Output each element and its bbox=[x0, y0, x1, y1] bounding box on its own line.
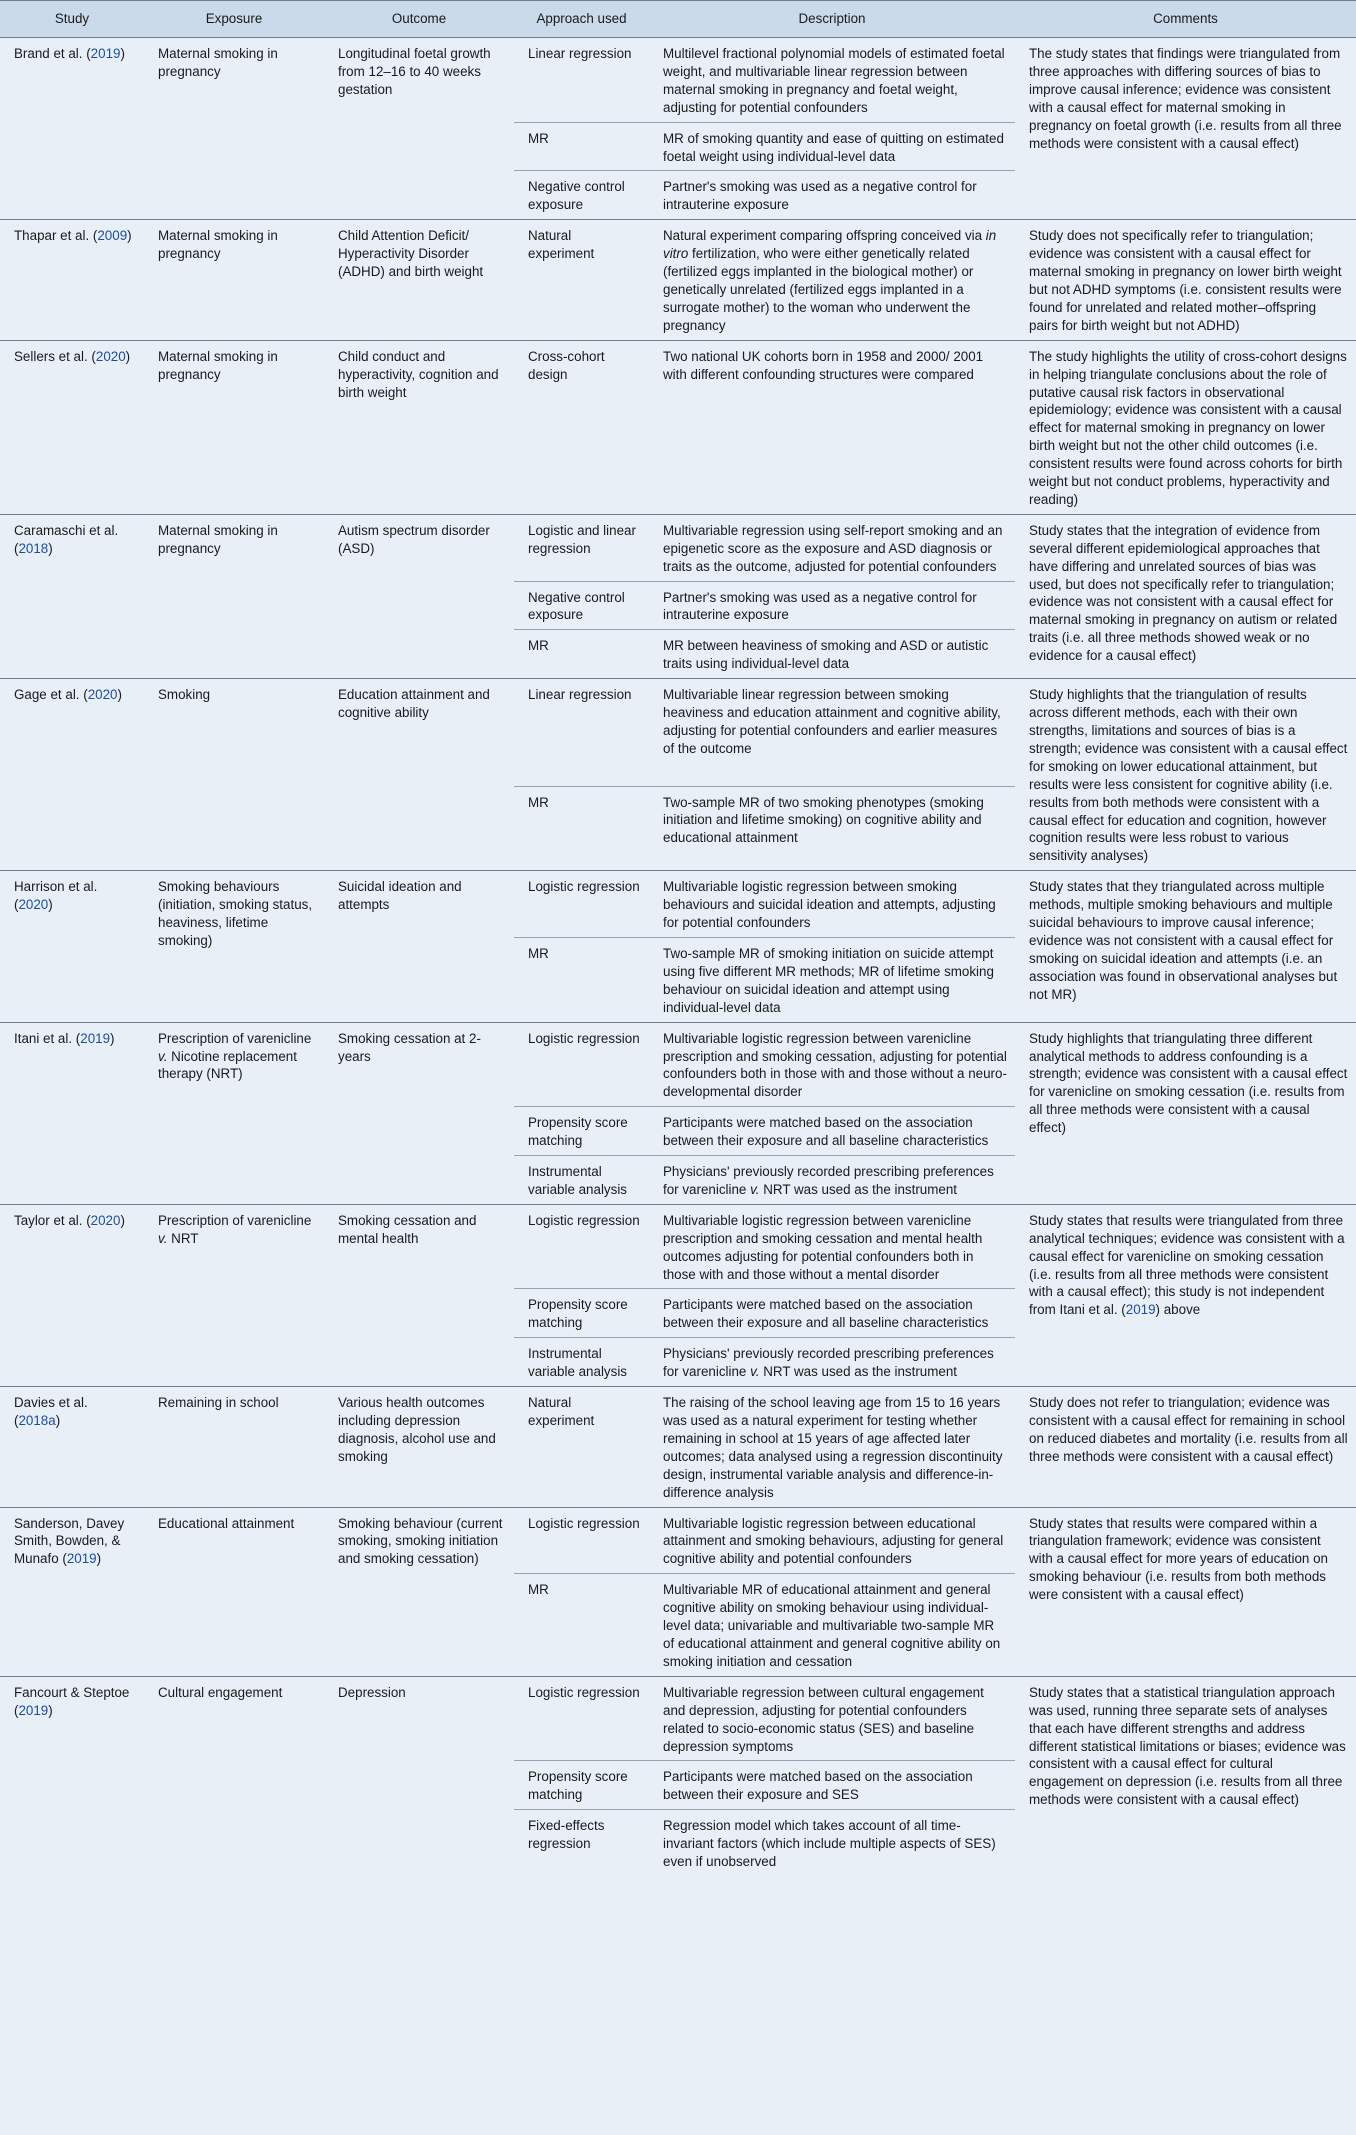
text-segment: Prescription of varenicline bbox=[158, 1212, 312, 1228]
table-row bbox=[0, 340, 1356, 514]
cell-study bbox=[0, 1022, 144, 1204]
cell-exposure: Smoking bbox=[144, 679, 324, 871]
cell-approach: Instrumental variable analysis bbox=[514, 1156, 649, 1205]
cell-approach: Propensity score matching bbox=[514, 1761, 649, 1810]
text-segment: Physicians' previously recorded prescribing preferences for varenicline bbox=[663, 1164, 994, 1197]
cell-study bbox=[0, 871, 144, 1022]
cell-approach: Logistic regression bbox=[514, 871, 649, 938]
study-authors: Itani et al. ( bbox=[14, 1030, 81, 1046]
study-authors: Gage et al. ( bbox=[14, 687, 88, 703]
cell-exposure: Educational attainment bbox=[144, 1507, 324, 1676]
cell-comments: Study does not refer to triangulation; evidence was consistent with a causal effect for remaining in school on reduced diabetes and mortality (i.e. results from all three methods were consistent with a causal effect) bbox=[1015, 1387, 1356, 1507]
cell-description: Multivariable logistic regression between smoking behaviours and suicidal ideation and attempts, adjusting for potential confounders bbox=[649, 871, 1015, 938]
cell-approach: Negative control exposure bbox=[514, 581, 649, 630]
header-comments: Comments bbox=[1015, 1, 1356, 38]
study-authors: Harrison et al. ( bbox=[14, 879, 98, 913]
table-header bbox=[0, 1, 1356, 38]
cell-approach: Logistic and linear regression bbox=[514, 514, 649, 581]
cell-approach: Propensity score matching bbox=[514, 1289, 649, 1338]
cell-comments: Study states that they triangulated across multiple methods, multiple smoking behaviours and multiple suicidal behaviours to improve causal inference; evidence was not consistent with a causal effect for smoking on suicidal ideation and attempts (i.e. an association was found in observational analyses but not MR) bbox=[1015, 871, 1356, 1022]
cell-description: Multivariable logistic regression between varenicline prescription and smoking cessation and mental health outcomes adjusting for potential confounders both in those with and those without a mental disorder bbox=[649, 1204, 1015, 1289]
study-year-link[interactable]: 2020 bbox=[18, 897, 49, 913]
cell-exposure: Cultural engagement bbox=[144, 1676, 324, 1876]
cell-description: Two-sample MR of smoking initiation on suicide attempt using five different MR methods; MR of lifetime smoking behaviour on suicidal ideation and attempt using individual-level data bbox=[649, 937, 1015, 1022]
table-row bbox=[0, 514, 1356, 581]
cell-description: Multivariable linear regression between smoking heaviness and education attainment and cognitive ability, adjusting for potential confounders and earlier measures of the outcome bbox=[649, 679, 1015, 786]
cell-description: Multivariable logistic regression between educational attainment and smoking behaviours, adjusting for general cognitive ability and potential confounders bbox=[649, 1507, 1015, 1574]
study-authors: Sellers et al. ( bbox=[14, 348, 96, 364]
cell-study bbox=[0, 38, 144, 220]
cell-description: Partner's smoking was used as a negative control for intrauterine exposure bbox=[649, 581, 1015, 630]
study-year-link[interactable]: 2020 bbox=[95, 348, 126, 364]
header-approach: Approach used bbox=[514, 1, 649, 38]
table-row bbox=[0, 1676, 1356, 1761]
cell-study bbox=[0, 1507, 144, 1676]
study-close: ) bbox=[55, 1413, 61, 1428]
cell-description: Multivariable regression using self-report smoking and an epigenetic score as the exposure and ASD diagnosis or traits as the outcome, adjusted for potential confounders bbox=[649, 514, 1015, 581]
table-row bbox=[0, 38, 1356, 123]
study-year-link[interactable]: 2020 bbox=[87, 687, 118, 703]
cell-approach: MR bbox=[514, 937, 649, 1022]
cell-comments: Study states that a statistical triangulation approach was used, running three separate sets of analyses that each have different strengths and address different statistical limitations or biases; evidence was consistent with a causal effect for cultural engagement on depression (i.e. results from all three methods were consistent with a causal effect) bbox=[1015, 1676, 1356, 1876]
cell-comments: Study does not specifically refer to triangulation; evidence was consistent with a causal effect for maternal smoking in pregnancy on lower birth weight but not ADHD symptoms (i.e. consistent results were found for unrelated and related mother–offspring pairs for birth weight but not ADHD) bbox=[1015, 220, 1356, 340]
study-year-link[interactable]: 2018a bbox=[18, 1413, 56, 1428]
cell-approach: Instrumental variable analysis bbox=[514, 1338, 649, 1387]
cell-exposure bbox=[144, 1204, 324, 1386]
study-authors: Davies et al. ( bbox=[14, 1395, 88, 1428]
text-segment: Nicotine replacement therapy (NRT) bbox=[158, 1048, 297, 1082]
table-row bbox=[0, 679, 1356, 786]
italic-text: v. bbox=[158, 1230, 168, 1246]
study-close: ) bbox=[127, 228, 132, 244]
text-segment: Prescription of varenicline bbox=[158, 1030, 312, 1046]
text-segment: fertilization, who were either genetically related (fertilized eggs implanted in the biological mother) or genetically unrelated (fertilized eggs implanted in a surrogate mother) to the woman who underwent the pregnancy bbox=[663, 246, 974, 333]
study-year-link[interactable]: 2019 bbox=[18, 1702, 49, 1718]
study-close: ) bbox=[96, 1551, 102, 1567]
cell-approach: MR bbox=[514, 786, 649, 871]
study-year-link[interactable]: 2020 bbox=[90, 1212, 121, 1228]
cell-study bbox=[0, 1387, 144, 1507]
cell-study bbox=[0, 679, 144, 871]
cell-approach: Logistic regression bbox=[514, 1204, 649, 1289]
study-authors: Sanderson, Davey Smith, Bowden, & Munafo ( bbox=[14, 1515, 125, 1567]
cell-description: Multivariable logistic regression between varenicline prescription and smoking cessation, adjusting for potential confounders both in those with and those without a neuro-developmental disorder bbox=[649, 1022, 1015, 1107]
cell-outcome: Smoking behaviour (current smoking, smoking initiation and smoking cessation) bbox=[324, 1507, 514, 1676]
cell-outcome: Autism spectrum disorder (ASD) bbox=[324, 514, 514, 678]
study-year-link[interactable]: 2019 bbox=[66, 1551, 97, 1567]
study-authors: Brand et al. ( bbox=[14, 46, 91, 61]
study-close: ) bbox=[120, 46, 125, 61]
cell-description: Two-sample MR of two smoking phenotypes (smoking initiation and lifetime smoking) on cognitive ability and educational attainment bbox=[649, 786, 1015, 871]
text-segment: Natural experiment comparing offspring conceived via bbox=[663, 228, 986, 244]
table-row bbox=[0, 1204, 1356, 1289]
study-year-link[interactable]: 2019 bbox=[90, 46, 121, 61]
cell-approach: Cross-cohort design bbox=[514, 340, 649, 514]
cell-description: Multivariable regression between cultural engagement and depression, adjusting for potential confounders related to socio-economic status (SES) and baseline depression symptoms bbox=[649, 1676, 1015, 1761]
cell-outcome: Smoking cessation and mental health bbox=[324, 1204, 514, 1386]
cell-exposure: Smoking behaviours (initiation, smoking status, heaviness, lifetime smoking) bbox=[144, 871, 324, 1022]
text-segment: NRT was used as the instrument bbox=[759, 1364, 957, 1380]
study-year-link[interactable]: 2009 bbox=[97, 228, 128, 244]
cell-description: The raising of the school leaving age from 15 to 16 years was used as a natural experiment for testing whether remaining in school at 15 years of age affected later outcomes; data analysed using a regression discontinuity design, instrumental variable analysis and difference-in-difference analysis bbox=[649, 1387, 1015, 1507]
italic-text: v. bbox=[750, 1364, 760, 1380]
study-close: ) bbox=[48, 540, 53, 556]
text-segment: NRT was used as the instrument bbox=[759, 1181, 957, 1197]
cell-comments: The study highlights the utility of cross-cohort designs in helping triangulate conclusions about the role of putative causal risk factors in observational epidemiology; evidence was consistent with a causal effect for maternal smoking in pregnancy on lower birth weight but not the other child outcomes (i.e. consistent results were found across cohorts for birth weight but not conduct problems, hyperactivity and reading) bbox=[1015, 340, 1356, 514]
study-close: ) bbox=[110, 1030, 115, 1046]
cell-exposure: Remaining in school bbox=[144, 1387, 324, 1507]
study-close: ) bbox=[125, 348, 131, 364]
study-authors: Caramaschi et al. ( bbox=[14, 522, 119, 556]
cell-exposure bbox=[144, 1022, 324, 1204]
cell-study bbox=[0, 220, 144, 340]
table-body bbox=[0, 38, 1356, 1876]
study-year-link[interactable]: 2019 bbox=[80, 1030, 111, 1046]
cell-approach: MR bbox=[514, 122, 649, 171]
cell-description bbox=[649, 220, 1015, 340]
cell-description bbox=[649, 1156, 1015, 1205]
cell-description: MR between heaviness of smoking and ASD or autistic traits using individual-level data bbox=[649, 630, 1015, 679]
cell-exposure: Maternal smoking in pregnancy bbox=[144, 340, 324, 514]
cell-approach: Natural experiment bbox=[514, 220, 649, 340]
table-row bbox=[0, 220, 1356, 340]
cell-description bbox=[649, 1338, 1015, 1387]
cell-exposure: Maternal smoking in pregnancy bbox=[144, 38, 324, 220]
cell-comments: Study highlights that triangulating three different analytical methods to address confounding is a strength; evidence was consistent with a causal effect for varenicline on smoking cessation (i.e. results from all three methods were consistent with a causal effect) bbox=[1015, 1022, 1356, 1204]
header-exposure: Exposure bbox=[144, 1, 324, 38]
cell-description: Multilevel fractional polynomial models of estimated foetal weight, and multivariable linear regression between maternal smoking in pregnancy and foetal weight, adjusting for potential confounders bbox=[649, 38, 1015, 123]
cell-approach: Fixed-effects regression bbox=[514, 1810, 649, 1876]
cell-approach: Negative control exposure bbox=[514, 171, 649, 220]
study-year-link[interactable]: 2018 bbox=[18, 540, 49, 556]
cell-approach: MR bbox=[514, 630, 649, 679]
cell-approach: Linear regression bbox=[514, 679, 649, 786]
cell-outcome: Depression bbox=[324, 1676, 514, 1876]
cell-approach: Logistic regression bbox=[514, 1507, 649, 1574]
italic-text: in vitro bbox=[663, 228, 997, 262]
cell-description: Multivariable MR of educational attainment and general cognitive ability on smoking behaviour using individual-level data; univariable and multivariable two-sample MR of educational attainment and general cognitive ability on smoking initiation and cessation bbox=[649, 1574, 1015, 1677]
table-row bbox=[0, 871, 1356, 938]
cell-description: Participants were matched based on the association between their exposure and all baseline characteristics bbox=[649, 1289, 1015, 1338]
study-authors: Taylor et al. ( bbox=[14, 1212, 91, 1228]
cell-outcome: Education attainment and cognitive ability bbox=[324, 679, 514, 871]
study-close: ) bbox=[48, 897, 53, 913]
study-close: ) bbox=[48, 1702, 53, 1718]
cell-comments: The study states that findings were triangulated from three approaches with differing sources of bias to improve causal inference; evidence was consistent with a causal effect for maternal smoking in pregnancy on foetal growth (i.e. results from all three methods were consistent with a causal effect) bbox=[1015, 38, 1356, 220]
table-row bbox=[0, 1507, 1356, 1574]
table-row bbox=[0, 1387, 1356, 1507]
cell-study bbox=[0, 1676, 144, 1876]
cell-approach: Linear regression bbox=[514, 38, 649, 123]
cell-outcome: Child Attention Deficit/ Hyperactivity Disorder (ADHD) and birth weight bbox=[324, 220, 514, 340]
cell-outcome: Various health outcomes including depression diagnosis, alcohol use and smoking bbox=[324, 1387, 514, 1507]
cell-comments: Study highlights that the triangulation of results across different methods, each with their own strengths, limitations and sources of bias is a strength; evidence was consistent with a causal effect for smoking on lower educational attainment, but results were less consistent for cognitive ability (i.e. results from both methods were consistent with a causal effect for education and cognition, however cognition results were less robust to various sensitivity analyses) bbox=[1015, 679, 1356, 871]
text-segment: Physicians' previously recorded prescribing preferences for varenicline bbox=[663, 1346, 994, 1380]
text-segment: ) above bbox=[1155, 1302, 1201, 1318]
cell-outcome: Longitudinal foetal growth from 12–16 to 40 weeks gestation bbox=[324, 38, 514, 220]
cell-study bbox=[0, 340, 144, 514]
cell-approach: Natural experiment bbox=[514, 1387, 649, 1507]
text-segment: NRT bbox=[167, 1230, 199, 1246]
study-close: ) bbox=[117, 687, 122, 703]
cell-approach: Propensity score matching bbox=[514, 1107, 649, 1156]
cell-description: MR of smoking quantity and ease of quitting on estimated foetal weight using individual-level data bbox=[649, 122, 1015, 171]
cell-comments bbox=[1015, 1204, 1356, 1386]
cell-comments: Study states that the integration of evidence from several different epidemiological approaches that have differing and unrelated sources of bias was used, but does not specifically refer to triangulation; evidence was not consistent with a causal effect for maternal smoking in pregnancy on autism or related traits (i.e. all three methods showed weak or no evidence for a causal effect) bbox=[1015, 514, 1356, 678]
cell-approach: Logistic regression bbox=[514, 1676, 649, 1761]
header-study: Study bbox=[0, 1, 144, 38]
cell-study bbox=[0, 1204, 144, 1386]
cell-approach: MR bbox=[514, 1574, 649, 1677]
cell-description: Partner's smoking was used as a negative control for intrauterine exposure bbox=[649, 171, 1015, 220]
cell-description: Participants were matched based on the association between their exposure and all baseline characteristics bbox=[649, 1107, 1015, 1156]
text-segment: Study states that results were triangulated from three analytical techniques; evidence was consistent with a causal effect for varenicline on smoking cessation (i.e. results from all three methods were consistent with a causal effect); this study is not independent from Itani et al. ( bbox=[1029, 1212, 1345, 1318]
cell-outcome: Child conduct and hyperactivity, cognition and birth weight bbox=[324, 340, 514, 514]
cell-study bbox=[0, 514, 144, 678]
cell-outcome: Smoking cessation at 2-years bbox=[324, 1022, 514, 1204]
italic-text: v. bbox=[750, 1181, 760, 1197]
cell-approach: Logistic regression bbox=[514, 1022, 649, 1107]
study-authors: Fancourt & Steptoe ( bbox=[14, 1684, 130, 1718]
study-close: ) bbox=[120, 1212, 125, 1228]
header-description: Description bbox=[649, 1, 1015, 38]
cell-description: Regression model which takes account of all time-invariant factors (which include multiple aspects of SES) even if unobserved bbox=[649, 1810, 1015, 1876]
reference-link[interactable]: 2019 bbox=[1125, 1302, 1156, 1318]
header-outcome: Outcome bbox=[324, 1, 514, 38]
cell-description: Participants were matched based on the association between their exposure and SES bbox=[649, 1761, 1015, 1810]
cell-description: Two national UK cohorts born in 1958 and 2000/ 2001 with different confounding structures were compared bbox=[649, 340, 1015, 514]
cell-outcome: Suicidal ideation and attempts bbox=[324, 871, 514, 1022]
cell-comments: Study states that results were compared within a triangulation framework; evidence was consistent with a causal effect for more years of education on smoking behaviour (i.e. results from both methods were consistent with a causal effect) bbox=[1015, 1507, 1356, 1676]
study-authors: Thapar et al. ( bbox=[14, 228, 98, 244]
table-row bbox=[0, 1022, 1356, 1107]
cell-exposure: Maternal smoking in pregnancy bbox=[144, 220, 324, 340]
italic-text: v. bbox=[158, 1048, 168, 1064]
cell-exposure: Maternal smoking in pregnancy bbox=[144, 514, 324, 678]
